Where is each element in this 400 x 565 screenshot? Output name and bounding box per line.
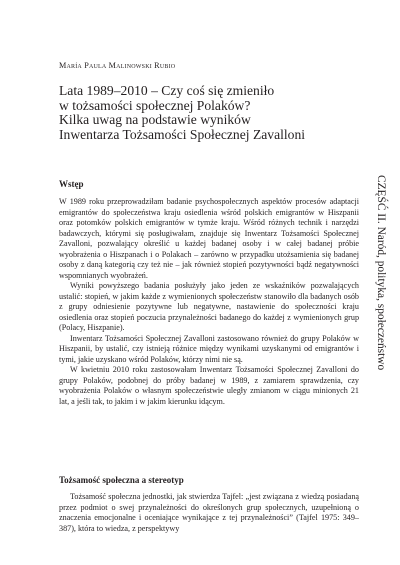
title-line: w tożsamości społecznej Polaków? — [59, 97, 251, 113]
section-heading-identity: Tożsamość społeczna a stereotyp — [59, 475, 184, 485]
identity-text — [59, 492, 359, 534]
title-line: Lata 1989–2010 – Czy coś się zmieniło — [59, 83, 275, 98]
paragraph: Tożsamość społeczna jednostki, jak stwierdza Tajfel: „jest związana z wiedzą posiadaną przez podmiot o swej przynależności do określonych grup społecznych, uzupełnioną o znaczenia emocjonalne i oceniające wynikające z tej przynależności” (Tajfel 1975: 349–387), która to wiedza, z perspektywy — [59, 492, 359, 533]
paragraph: W 1989 roku przeprowadziłam badanie psychospołecznych aspektów procesów adaptacji emigrantów do społeczeństwa kraju osiedlenia wśród polskich emigrantów w Hiszpanii oraz potomków polskich emigrantów w tymże kraju. Wśród różnych technik i narzędzi badawczych, którymi się posługiwałam, znajduje się Inwentarz Tożsamości Społecznej Zavalloni, pozwalający określić u każdej badanej osoby i w całej badanej próbie wyobrażenia o Hiszpanach i o Polakach – zarówno w przypadku utożsamienia się badanej osoby z daną kategorią czy też nie – jak również stopień pozytywności bądź negatywności wspomnianych wyobrażeń. — [59, 197, 359, 280]
title-line: Kilka uwag na podstawie wyników — [59, 112, 251, 128]
paragraph: Wyniki powyższego badania posłużyły jako jeden ze wskaźników pozwalających ustalić: stopień, w jakim każde z wymienionych społeczeństw stanowiło dla badanych osób z grupy odniesienie pozytywne lub negatywne, nastawienie do społeczności kraju osiedlenia oraz stopień poczucia przynależności badanego do każdej z wymienionych grup (Polacy, Hiszpanie). — [59, 281, 359, 332]
paragraph: W kwietniu 2010 roku zastosowałam Inwentarz Tożsamości Społecznej Zavalloni do grupy Polaków, podobnej do próby badanej w 1989, z zamiarem sprawdzenia, czy wyobrażenia Polaków o własnym społeczeństwie uległy zmianom w ciągu minionych 21 lat, a jeśli tak, to jakim i w jakim kierunku idącym. — [59, 365, 359, 406]
part-sidebar — [373, 175, 391, 375]
intro-text — [59, 197, 359, 407]
chapter-title — [59, 84, 359, 142]
section-heading-intro: Wstęp — [59, 179, 84, 189]
part-label: CZĘŚĆ II. Naród, polityka, społeczeństwo — [375, 175, 387, 371]
paragraph: Inwentarz Tożsamości Społecznej Zavalloni zastosowano również do grupy Polaków w Hiszpanii, by ustalić, czy istnieją różnice między wynikami uzyskanymi od emigrantów i tymi, jakie uzyskano wśród Polaków, którzy nimi nie są. — [59, 333, 359, 364]
author-name: María Paula Malinowski Rubio — [59, 61, 176, 70]
title-line: Inwentarza Tożsamości Społecznej Zavalloni — [59, 126, 306, 142]
